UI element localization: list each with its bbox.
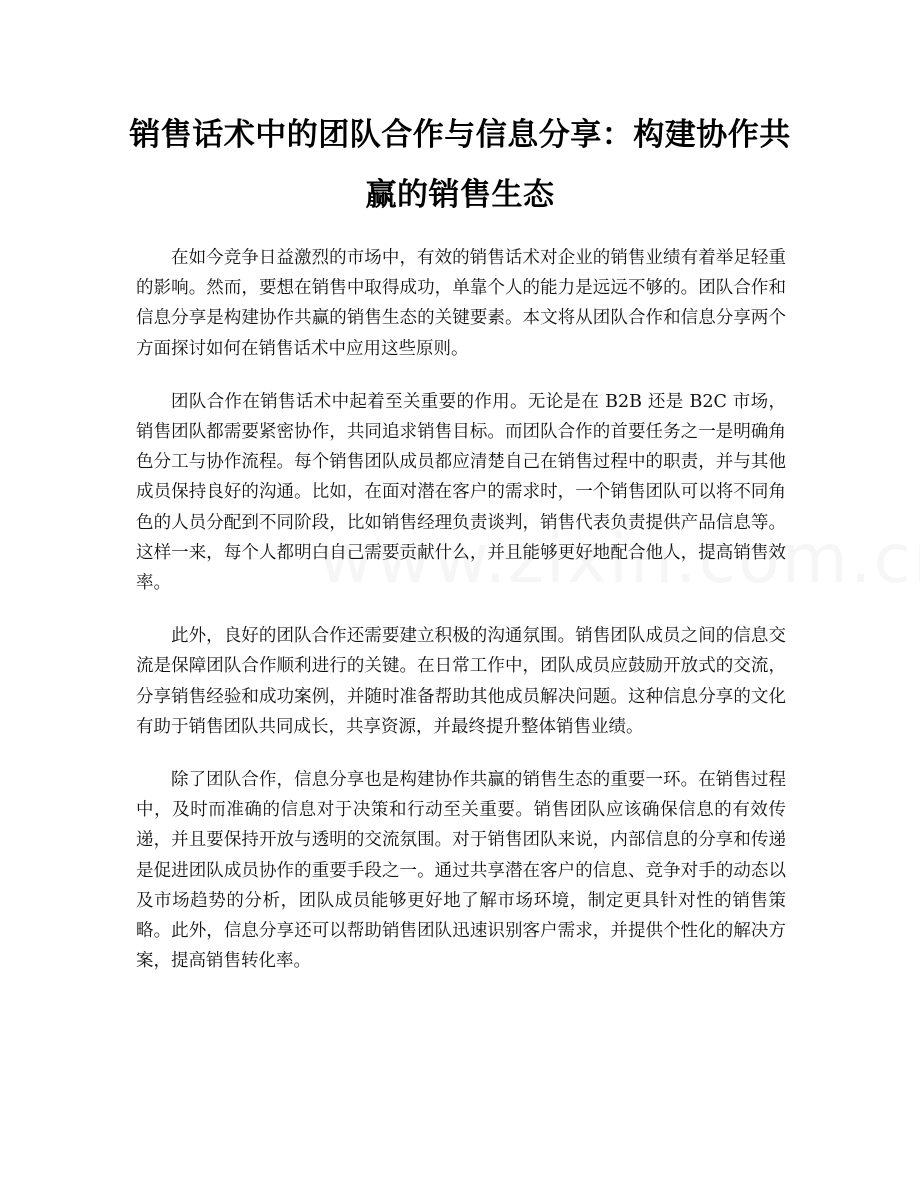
- paragraph-communication: 此外，良好的团队合作还需要建立积极的沟通氛围。销售团队成员之间的信息交流是保障团队合作顺利进行的关键。在日常工作中，团队成员应鼓励开放式的交流，分享销售经验和成功案例，并随时准备帮助其他成员解决问题。这种信息分享的文化有助于销售团队共同成长，共享资源，并最终提升整体销售业绩。: [136, 626, 786, 737]
- paragraph-intro: 在如今竞争日益激烈的市场中，有效的销售话术对企业的销售业绩有着举足轻重的影响。然而，要想在销售中取得成功，单靠个人的能力是远远不够的。团队合作和信息分享是构建协作共赢的销售生态的关键要素。本文将从团队合作和信息分享两个方面探讨如何在销售话术中应用这些原则。: [136, 248, 786, 359]
- paragraph-info-sharing: 除了团队合作，信息分享也是构建协作共赢的销售生态的重要一环。在销售过程中，及时而准确的信息对于决策和行动至关重要。销售团队应该确保信息的有效传递，并且要保持开放与透明的交流氛围。对于销售团队来说，内部信息的分享和传递是促进团队成员协作的重要手段之一。通过共享潜在客户的信息、竞争对手的动态以及市场趋势的分析，团队成员能够更好地了解市场环境，制定更具针对性的销售策略。此外，信息分享还可以帮助销售团队迅速识别客户需求，并提供个性化的解决方案，提高销售转化率。: [136, 770, 786, 972]
- paragraph-teamwork: 团队合作在销售话术中起着至关重要的作用。无论是在 B2B 还是 B2C 市场，销售团队都需要紧密协作，共同追求销售目标。而团队合作的首要任务之一是明确角色分工与协作流程。每个销售团队成员都应清楚自己在销售过程中的职责，并与其他成员保持良好的沟通。比如，在面对潜在客户的需求时，一个销售团队可以将不同角色的人员分配到不同阶段，比如销售经理负责谈判，销售代表负责提供产品信息等。这样一来，每个人都明白自己需要贡献什么，并且能够更好地配合他人，提高销售效率。: [136, 391, 786, 594]
- document-body: [136, 243, 786, 999]
- document-title: 销售话术中的团队合作与信息分享：构建协作共赢的销售生态: [129, 117, 791, 213]
